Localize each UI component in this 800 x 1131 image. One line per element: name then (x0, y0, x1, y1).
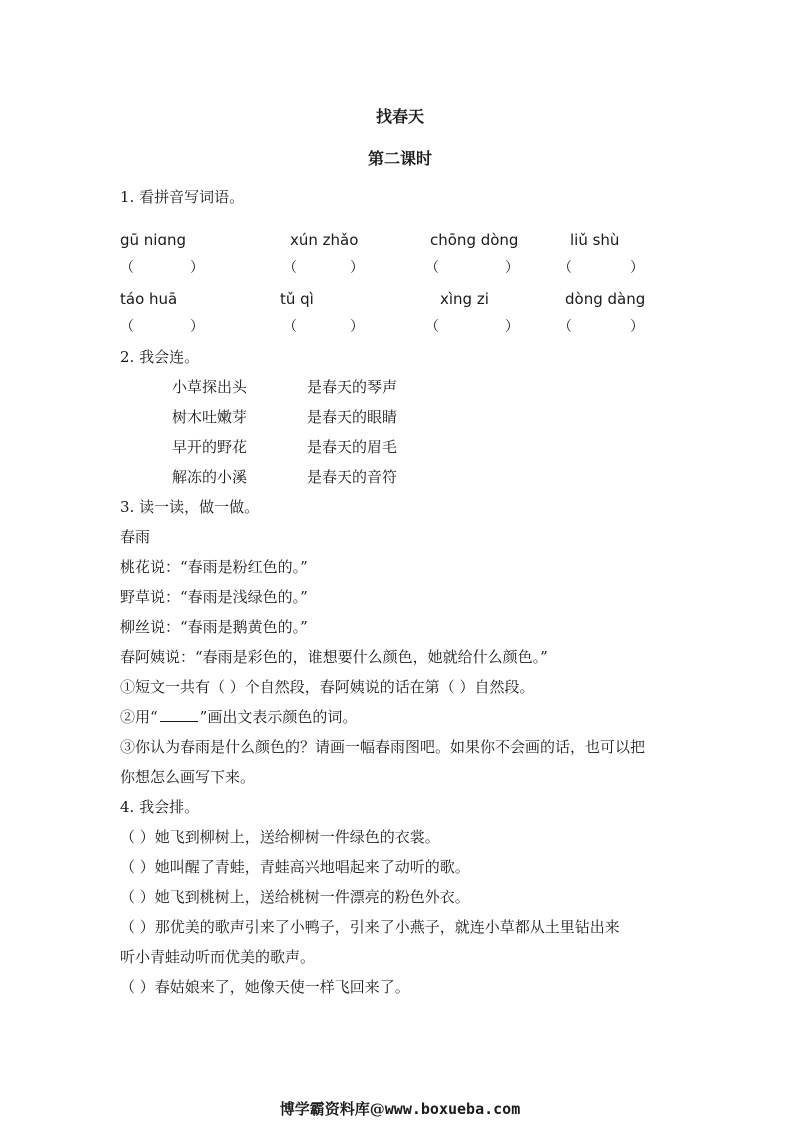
footer-watermark (0, 1098, 800, 1119)
answer-blank-open: （ (558, 319, 572, 335)
passage-line: 春阿姨说：“春雨是彩色的，谁想要什么颜色，她就给什么颜色。” (120, 648, 548, 666)
pinyin-tuqi: tǔ qì (280, 290, 314, 308)
answer-blank-open: （ (558, 260, 572, 276)
passage-line: 野草说：“春雨是浅绿色的。” (120, 588, 308, 606)
answer-blank-open: （ (425, 260, 439, 276)
match-right-item: 是春天的眉毛 (307, 438, 398, 456)
match-left-item: 解冻的小溪 (172, 468, 248, 486)
pinyin-liushu: liǔ shù (570, 231, 620, 249)
answer-blank-close: ） (350, 260, 364, 276)
passage-line: 柳丝说：“春雨是鹅黄色的。” (120, 618, 308, 636)
q2-heading: 2. 我会连。 (120, 348, 200, 366)
answer-blank-open: （ (283, 319, 297, 335)
q1-heading: 1. 看拼音写词语。 (120, 188, 245, 206)
footer-url[interactable]: www.boxueba.com (384, 1100, 521, 1118)
answer-blank-close: ） (350, 319, 364, 335)
q3-task-2-pre: ②用“ (120, 708, 158, 726)
order-item-continued: 听小青蛙动听而优美的歌声。 (120, 948, 316, 966)
pinyin-taohua: táo huā (120, 290, 178, 308)
answer-blank-close: ） (190, 319, 204, 335)
order-item: （ ）春姑娘来了，她像天使一样飞回来了。 (120, 978, 410, 996)
page-title: 找春天 (375, 107, 424, 126)
pinyin-xingzi: xìng zi (440, 290, 489, 308)
pinyin-chongdong: chōng dòng (430, 231, 519, 249)
q3-task-2 (120, 707, 357, 727)
passage-line: 桃花说：“春雨是粉红色的。” (120, 558, 308, 576)
q4-heading: 4. 我会排。 (120, 798, 200, 816)
answer-blank-close: ） (630, 319, 644, 335)
answer-blank-open: （ (283, 260, 297, 276)
q3-task-3-line2: 你想怎么画写下来。 (120, 768, 256, 786)
pinyin-guniang: gū niɑng (120, 231, 187, 249)
answer-blank-close: ） (190, 260, 204, 276)
q3-task-2-post: ”画出文表示颜色的词。 (199, 708, 358, 726)
match-right-item: 是春天的琴声 (307, 378, 398, 396)
match-left-item: 早开的野花 (172, 438, 248, 456)
page-subtitle: 第二课时 (367, 149, 432, 168)
match-right-item: 是春天的眼睛 (307, 408, 398, 426)
order-item: （ ）她飞到桃树上，送给桃树一件漂亮的粉色外衣。 (120, 888, 470, 906)
footer-brand: 博学霸资料库@ (279, 1100, 385, 1118)
pinyin-xunzhao: xún zhǎo (290, 231, 359, 249)
answer-blank-close: ） (505, 260, 519, 276)
match-right-item: 是春天的音符 (307, 468, 398, 486)
underline-mark (160, 709, 198, 722)
match-left-item: 小草探出头 (172, 378, 248, 396)
answer-blank-close: ） (630, 260, 644, 276)
match-left-item: 树木吐嫩芽 (172, 408, 248, 426)
q3-task-1: ①短文一共有（ ）个自然段，春阿姨说的话在第（ ）自然段。 (120, 678, 535, 696)
order-item: （ ）她叫醒了青蛙，青蛙高兴地唱起来了动听的歌。 (120, 858, 470, 876)
passage-title: 春雨 (120, 528, 151, 546)
answer-blank-open: （ (425, 319, 439, 335)
answer-blank-open: （ (120, 319, 134, 335)
q3-heading: 3. 读一读，做一做。 (120, 498, 260, 516)
order-item: （ ）那优美的歌声引来了小鸭子，引来了小燕子，就连小草都从土里钻出来 (120, 918, 620, 936)
order-item: （ ）她飞到柳树上，送给柳树一件绿色的衣裳。 (120, 828, 440, 846)
answer-blank-close: ） (505, 319, 519, 335)
answer-blank-open: （ (120, 260, 134, 276)
pinyin-dongdang: dòng dàng (565, 290, 646, 308)
q3-task-3-line1: ③你认为春雨是什么颜色的？请画一幅春雨图吧。如果你不会画的话，也可以把 (120, 738, 646, 756)
